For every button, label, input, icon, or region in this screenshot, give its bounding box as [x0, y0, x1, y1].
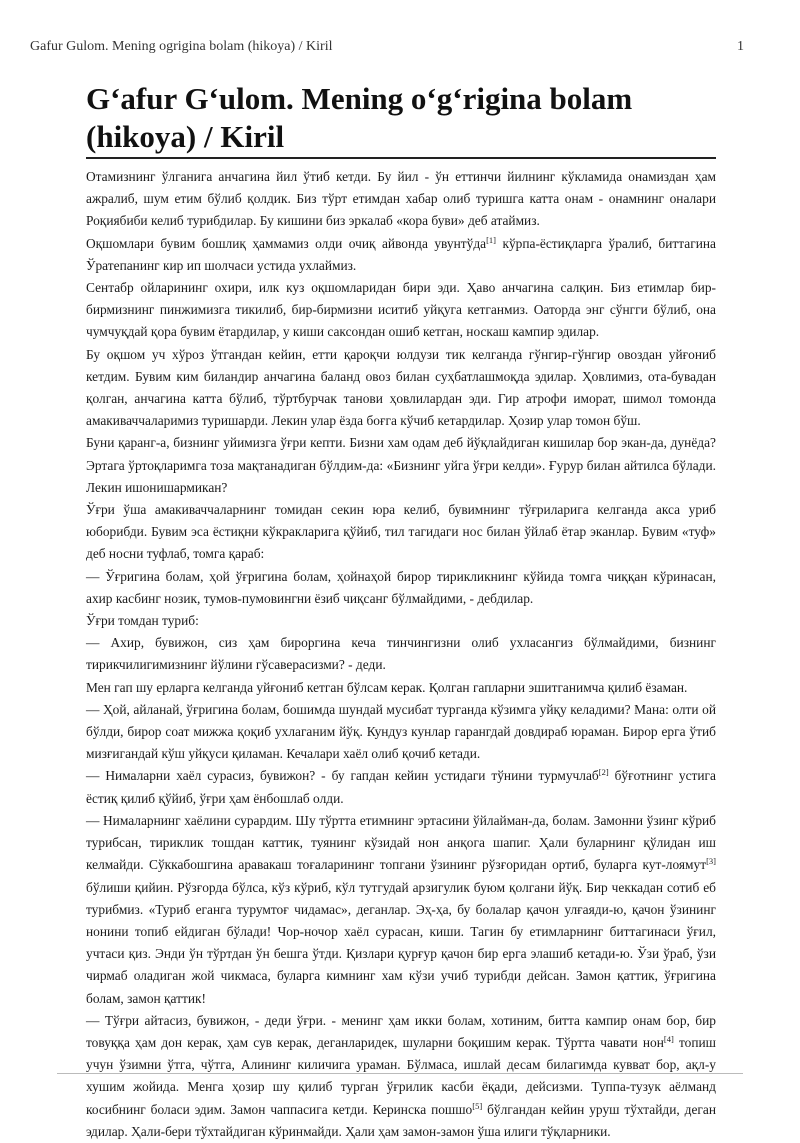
- paragraph-text: Мен гап шу ерларга келганда уйғониб кетган бўлсам керак. Қолган гапларни эшитганимча қилиб ёзаман.: [86, 679, 688, 695]
- paragraph-text: — Ҳой, айланай, ўғригина болам, бошимда шундай мусибат турганда кўзимга уйқу келадими? Мана: олти ой бўлди, бирор соат мижжа қоқиб ухлаганим йўқ. Кундуз кунлар гарангдай довдираб юраман. Бирор ерга ўтиб мизғигандай кўш уйқуси қиламан. Кечалари хаёл олиб қочиб кетади.: [86, 701, 716, 762]
- page-number: 1: [737, 39, 744, 54]
- story-paragraph: [86, 344, 716, 433]
- story-body: [86, 166, 716, 1143]
- running-header: [30, 38, 744, 56]
- paragraph-text: бўғотнинг устига ёстиқ қилиб қўйиб, ўғри ҳам ёнбошлаб олди.: [86, 768, 716, 806]
- story-paragraph: [86, 810, 716, 1010]
- paragraph-text: Бу оқшом уч хўроз ўтгандан кейин, етти қароқчи юлдузи тик келганда гўнгир-гўнгир овоздан уйғониб кетдим. Бувим ким биландир анчагина баланд овоз билан суҳбатлашмоқда эдилар. Ҳовлимиз, ота-бувадан қолган, анчагина катта бўлиб, тўртбурчак танови ҳовлилардан эди. Гир атрофи иморат, шимол томонда амакиваччаларимиз туришарди. Лекин улар ёзда боғга кўчиб кетардилар. Ҳозир улар томон бўш.: [86, 346, 716, 429]
- paragraph-text: Ўғри ўша амакиваччаларнинг томидан секин юра келиб, бувимнинг тўғриларига келганда акса уриб юборибди. Бувим эса ёстиқни кўкракларига қўйиб, тил тагидаги нос билан ўйлаб ётар эканлар. Бувим «туф» деб носни туфлаб, томга қараб:: [86, 502, 716, 562]
- footnote-reference[interactable]: [4]: [663, 1033, 674, 1044]
- title-divider: [86, 157, 716, 159]
- paragraph-text: кўрпа-ёстиқларга ўралиб, биттагина Ўратепанинг кир ип шолчаси устида ухлаймиз.: [86, 235, 716, 273]
- story-paragraph: [86, 499, 716, 566]
- footer-divider: [57, 1073, 743, 1074]
- story-paragraph: [86, 432, 716, 499]
- paragraph-text: бўлгандан кейин уруш тўхтайди, деган эдилар. Ҳали-бери тўхтайдиган кўринмайди. Ҳали ҳам замон-замон ўша илиги тўқларники.: [86, 1101, 716, 1139]
- footnote-reference[interactable]: [5]: [472, 1100, 483, 1111]
- story-paragraph: [86, 765, 716, 809]
- story-paragraph: [86, 566, 716, 610]
- story-paragraph: [86, 610, 716, 632]
- paragraph-text: Ўғри томдан туриб:: [86, 613, 199, 629]
- footnote-reference[interactable]: [1]: [486, 234, 497, 245]
- running-title: Gafur Gulom. Mening ogrigina bolam (hikoya) / Kiril: [30, 39, 333, 54]
- paragraph-text: — Нималарни хаёл сурасиз, бувижон? - бу гапдан кейин устидаги тўнини турмучлаб: [86, 768, 599, 784]
- story-paragraph: [86, 277, 716, 344]
- page-title: Gʻafur Gʻulom. Mening oʻgʻrigina bolam (hikoya) / Kiril: [86, 81, 633, 154]
- story-paragraph: [86, 677, 716, 699]
- footnote-reference[interactable]: [3]: [706, 856, 716, 867]
- story-paragraph: [86, 233, 716, 277]
- paragraph-text: Отамизнинг ўлганига анчагина йил ўтиб кетди. Бу йил - ўн еттинчи йилнинг кўкламида онамиздан ҳам ажралиб, шум етим бўлиб қолдик. Биз тўрт етимдан хабар олиб туришга катта онам - онамнинг оналари Роқиябиби келиб турибдилар. Бу кишини биз эркалаб «кора буви» деб атаймиз.: [86, 169, 716, 229]
- paragraph-text: — Ахир, бувижон, сиз ҳам бироргина кеча тинчингизни олиб ухласангиз бўлмайдими, бизнинг тирикчилигимизнинг йўлини гўсаверасизми? - деди.: [86, 635, 716, 673]
- footnote-reference[interactable]: [2]: [598, 767, 609, 778]
- paragraph-text: — Тўғри айтасиз, бувижон, - деди ўғри. - менинг ҳам икки болам, хотиним, битта кампир онам бор, бир товуққа ҳам дон керак, ҳам сув керак, деганларидек, шуларни боқишим керак. Тўртта чавати нон: [86, 1012, 716, 1050]
- paragraph-text: Буни қаранг-а, бизнинг уйимизга ўғри кепти. Бизни хам одам деб йўқлайдиган кишилар бор экан-да, дунёда? Эртага ўртоқларимга тоза мақтанадиган бўлдим-да: «Бизнинг уйга ўғри келди». Ғурур билан айтилса бўлади. Лекин ишонишармикан?: [86, 435, 716, 495]
- story-paragraph: [86, 632, 716, 676]
- paragraph-text: Сентабр ойларининг охири, илк куз оқшомларидан бири эди. Ҳаво анчагина салқин. Биз етимлар бир-бирмизнинг пинжимизга тикилиб, бир-бирмизни иситиб уйқуга кетганмиз. Оаторда энг сўнгги бўлиб, она чумчуқдай қора бувим ётардилар, у киши саксондан ошиб кетган, носкаш кампир эдилар.: [86, 280, 716, 340]
- paragraph-text: — Нималарнинг хаёлини сурардим. Шу тўртта етимнинг эртасини ўйлайман-да, болам. Замонни ўзинг кўриб турибсан, тириклик тошдан каттик, туянинг кўзидай нон анқога шапиг. Ҳали буларнинг қўлидан иш келмайди. Сўккабошгина аравакаш тоғаларининг топгани ўзининг рўзғоридан ортиб, буларга кут-лоямут: [86, 812, 716, 873]
- story-paragraph: [86, 699, 716, 766]
- paragraph-text: Оқшомлари бувим бошлиқ ҳаммамиз олди очиқ айвонда увунтўда: [86, 235, 487, 251]
- story-paragraph: [86, 1010, 716, 1143]
- paragraph-text: — Ўғригина болам, ҳой ўғригина болам, ҳойнаҳой бирор тирикликнинг кўйида томга чиққан кўринасан, ахир касбинг нозик, тумов-пумовингни ёзиб чиқсанг бўлмайдими, - дебдилар.: [86, 568, 716, 606]
- paragraph-text: топиш учун ўзимни ўтга, чўтга, Алининг киличига ураман. Бўлмаса, ишлай десам билагимда кувват бор, ақл-у хушим жойида. Менга ҳозир шу қилиб турган ўғрилик касби ёқади, дейсизми. Туппа-тузук аёлманд косибнинг боласи эдим. Замон чаппасига кетди. Керинска пошшо: [86, 1034, 716, 1117]
- paragraph-text: бўлиши қийин. Рўзғорда бўлса, кўз кўриб, кўл тутгудай арзигулик буюм қолгани йўқ. Бир чеккадан сотиб еб турибмиз. «Туриб еганга турумтоғ чидамас», деганлар. Эҳ-ҳа, бу болалар қачон улғаяди-ю, қачон ўзининг нонини топиб ейдиган бўлади! Чор-ночор хаёл сурасан, киши. Тагин бу етимларнинг биттагинаси ўғил, учтаси қиз. Энди ўн тўртдан ўн бешга ўтди. Қизлари қурғур қачон бир ерга элашиб кетади-ю. Ўзи ўраб, ўзи чирмаб оладиган жой чикмаса, буларга кимнинг хам кўзи учиб турибди дейсан. Замон қаттик, ўғригина болам, замон қаттик!: [86, 879, 716, 1006]
- story-paragraph: [86, 166, 716, 233]
